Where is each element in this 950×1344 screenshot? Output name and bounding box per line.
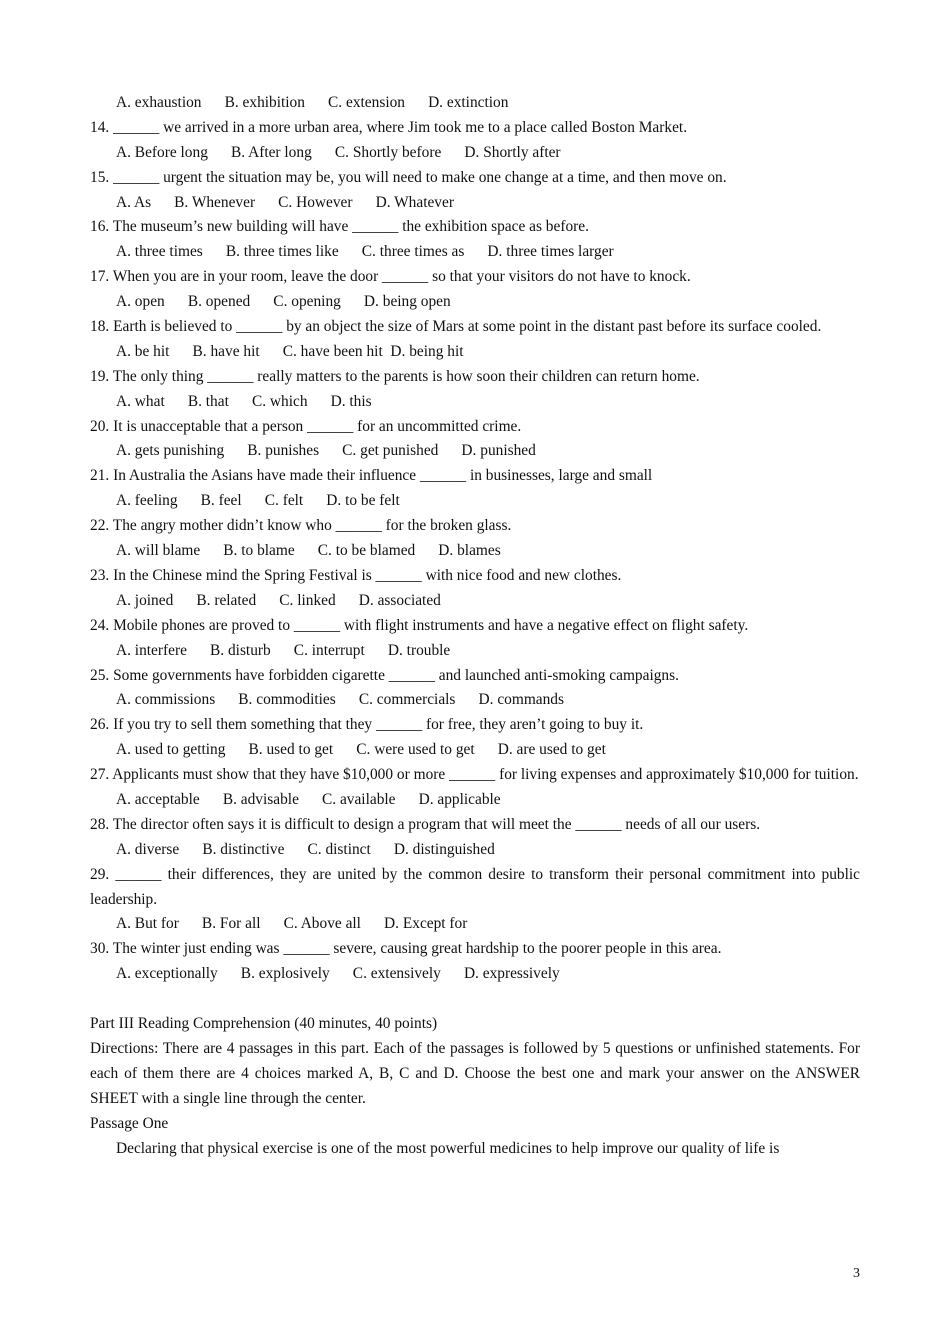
question-text: 15. ______ urgent the situation may be, you will need to make one change at a time, and then move on. bbox=[90, 168, 727, 186]
answer-options: A. be hit B. have hit C. have been hit D. being hit bbox=[116, 342, 464, 360]
question-text: 26. If you try to sell them something that they ______ for free, they aren’t going to buy it. bbox=[90, 716, 644, 734]
answer-options: A. exhaustion B. exhibition C. extension D. extinction bbox=[116, 94, 509, 111]
page-number: 3 bbox=[853, 1266, 860, 1281]
question-text: 28. The director often says it is difficult to design a program that will meet the ______ needs of all our users. bbox=[90, 815, 761, 833]
answer-options: A. feeling B. feel C. felt D. to be felt bbox=[116, 492, 400, 510]
question-text: 21. In Australia the Asians have made their influence ______ in businesses, large and small bbox=[90, 467, 653, 485]
question-text: 20. It is unacceptable that a person ______ for an uncommitted crime. bbox=[90, 417, 522, 435]
answer-options: A. used to getting B. used to get C. were used to get D. are used to get bbox=[116, 741, 606, 759]
answer-options: A. three times B. three times like C. three times as D. three times larger bbox=[116, 243, 614, 261]
answer-options: A. exceptionally B. explosively C. extensively D. expressively bbox=[116, 965, 560, 983]
question-text: 30. The winter just ending was ______ severe, causing great hardship to the poorer people in this area. bbox=[90, 940, 722, 958]
answer-options: A. joined B. related C. linked D. associated bbox=[116, 591, 441, 609]
question-text: 25. Some governments have forbidden cigarette ______ and launched anti-smoking campaigns. bbox=[90, 666, 679, 684]
spacer bbox=[90, 987, 860, 1012]
question-text: 16. The museum’s new building will have ______ the exhibition space as before. bbox=[90, 218, 589, 236]
answer-options: A. As B. Whenever C. However D. Whatever bbox=[116, 193, 454, 211]
answer-options: A. interfere B. disturb C. interrupt D. trouble bbox=[116, 641, 451, 659]
passage-text: Declaring that physical exercise is one of the most powerful medicines to help improve our quality of life is bbox=[116, 1139, 780, 1157]
passage-title: Passage One bbox=[90, 1114, 169, 1132]
question-text: 17. When you are in your room, leave the door ______ so that your visitors do not have to knock. bbox=[90, 268, 691, 286]
page-content bbox=[90, 91, 860, 1161]
answer-options: A. will blame B. to blame C. to be blamed D. blames bbox=[116, 542, 501, 560]
answer-options: A. commissions B. commodities C. commercials D. commands bbox=[116, 691, 564, 709]
question-text: 23. In the Chinese mind the Spring Festival is ______ with nice food and new clothes. bbox=[90, 566, 622, 584]
answer-options: A. what B. that C. which D. this bbox=[116, 392, 372, 410]
answer-options: A. gets punishing B. punishes C. get punished D. punished bbox=[116, 442, 536, 460]
question-text: 14. ______ we arrived in a more urban area, where Jim took me to a place called Boston Market. bbox=[90, 118, 688, 136]
section-heading: Part III Reading Comprehension (40 minutes, 40 points) bbox=[90, 1015, 438, 1033]
answer-options: A. acceptable B. advisable C. available D. applicable bbox=[116, 790, 501, 808]
question-text: 18. Earth is believed to ______ by an object the size of Mars at some point in the distant past before its surface cooled. bbox=[90, 318, 822, 336]
answer-options: A. Before long B. After long C. Shortly before D. Shortly after bbox=[116, 143, 561, 161]
question-text: 24. Mobile phones are proved to ______ with flight instruments and have a negative effect on flight safety. bbox=[90, 616, 749, 634]
directions-text: Directions: There are 4 passages in this part. Each of the passages is followed by 5 questions or unfinished statements. For each of them there are 4 choices marked A, B, C and D. Choose the best one and mark your answer on the ANSWER SHEET with a single line through the center. bbox=[90, 1039, 860, 1107]
question-text: 19. The only thing ______ really matters to the parents is how soon their children can return home. bbox=[90, 367, 700, 385]
question-text: 27. Applicants must show that they have $10,000 or more ______ for living expenses and approximately $10,000 for tuition. bbox=[90, 766, 859, 784]
answer-options: A. open B. opened C. opening D. being open bbox=[116, 293, 451, 311]
question-text: 29. ______ their differences, they are united by the common desire to transform their personal commitment into public leadership. bbox=[90, 865, 860, 908]
answer-options: A. But for B. For all C. Above all D. Except for bbox=[116, 915, 468, 933]
answer-options: A. diverse B. distinctive C. distinct D. distinguished bbox=[116, 840, 495, 858]
question-text: 22. The angry mother didn’t know who ______ for the broken glass. bbox=[90, 517, 512, 535]
